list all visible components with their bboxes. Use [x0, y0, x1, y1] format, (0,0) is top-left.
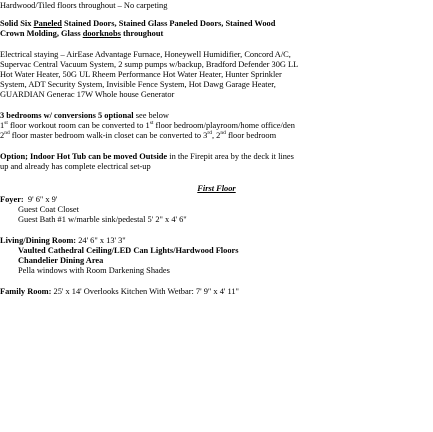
conv2-sup1: nd: [4, 130, 10, 137]
conv2-text-a: floor master bedroom walk-in closet can be converted to 3: [9, 131, 208, 140]
option-line-2: up and already has complete electrical set-up: [0, 162, 151, 171]
foyer-line: [0, 195, 57, 205]
electrical-line-4: System, ADT Security System, Invisible Fence System, Hot Dawg Garage Heater,: [0, 80, 276, 89]
electrical-line-5: GUARDIAN Generac 17W Whole house Generator: [0, 90, 175, 99]
living-dims: 24' 6" x 13' 3": [76, 236, 126, 245]
family-label: Family Room:: [0, 287, 52, 296]
throughout-text: throughout: [120, 29, 164, 38]
electrical-line-2: Supervac Central Vacuum System, 2 sump pumps w/backup, Bradford Defender 30G LL: [0, 60, 299, 69]
conv2-num: 2: [0, 131, 5, 140]
conversion-line-1: [0, 121, 295, 131]
conv1-text-b: floor bedroom/playroom/home office/den: [153, 121, 295, 130]
floors-note: Hardwood/Tiled floors throughout – No carpeting: [0, 1, 168, 10]
conv1-text-a: floor workout room can be converted to 1: [7, 121, 150, 130]
bedrooms-bold: 3 bedrooms w/ conversions 5 optional: [0, 111, 134, 120]
option-bold: Option; Indoor Hot Tub can be moved Outside: [0, 152, 168, 161]
conv2-sup3: nd: [220, 130, 226, 137]
first-floor-heading: First Floor: [197, 184, 236, 193]
doors-line-1: [0, 19, 275, 29]
foyer-dims: 9' 6" x 9': [27, 195, 58, 204]
conv2-text-b: , 2: [211, 131, 221, 140]
family-dims: 25' x 14' Overlooks Kitchen With Wetbar: 7' 9" x 4' 11": [51, 287, 239, 296]
option-rest: in the Firepit area by the deck it lines: [167, 152, 294, 161]
conv2-sup2: rd: [207, 130, 212, 137]
foyer-item-bath: Guest Bath #1 w/marble sink/pedestal 5' 2" x 4' 6": [18, 215, 187, 224]
doors-text-cont: Stained Doors, Stained Glass Paneled Doors, Stained Wood: [61, 19, 276, 28]
doors-text: Solid Six: [0, 19, 34, 28]
living-item-chandelier: Chandelier Dining Area: [18, 256, 104, 265]
conv1-num: 1: [0, 121, 5, 130]
conv2-text-c: floor bedroom: [225, 131, 277, 140]
doorknobs-underlined: doorknobs: [82, 29, 121, 38]
bedrooms-rest: see below: [133, 111, 169, 120]
doors-line-2: [0, 29, 163, 39]
electrical-line-3: Hot Water Heater, 50G UL Rheem Performance Hot Water Heater, Hunter Sprinkler: [0, 70, 282, 79]
living-item-ceiling: Vaulted Cathedral Ceiling/LED Can Lights/Hardwood Floors: [18, 246, 239, 255]
living-line: [0, 236, 126, 246]
foyer-item-closet: Guest Coat Closet: [18, 205, 79, 214]
molding-text: Crown Molding, Glass: [0, 29, 83, 38]
bedrooms-line: [0, 111, 169, 121]
conversion-line-2: [0, 131, 276, 141]
conv1-sup2: st: [149, 120, 154, 127]
option-line-1: [0, 152, 294, 162]
conv1-sup1: st: [4, 120, 8, 127]
living-item-windows: Pella windows with Room Darkening Shades: [18, 266, 170, 275]
foyer-label: Foyer:: [0, 195, 24, 204]
family-line: [0, 287, 239, 297]
electrical-line-1: Electrical staying – AirEase Advantage Furnace, Honeywell Humidifier, Concord A/C,: [0, 50, 291, 59]
doors-underlined: Paneled: [33, 19, 62, 28]
living-label: Living/Dining Room:: [0, 236, 77, 245]
